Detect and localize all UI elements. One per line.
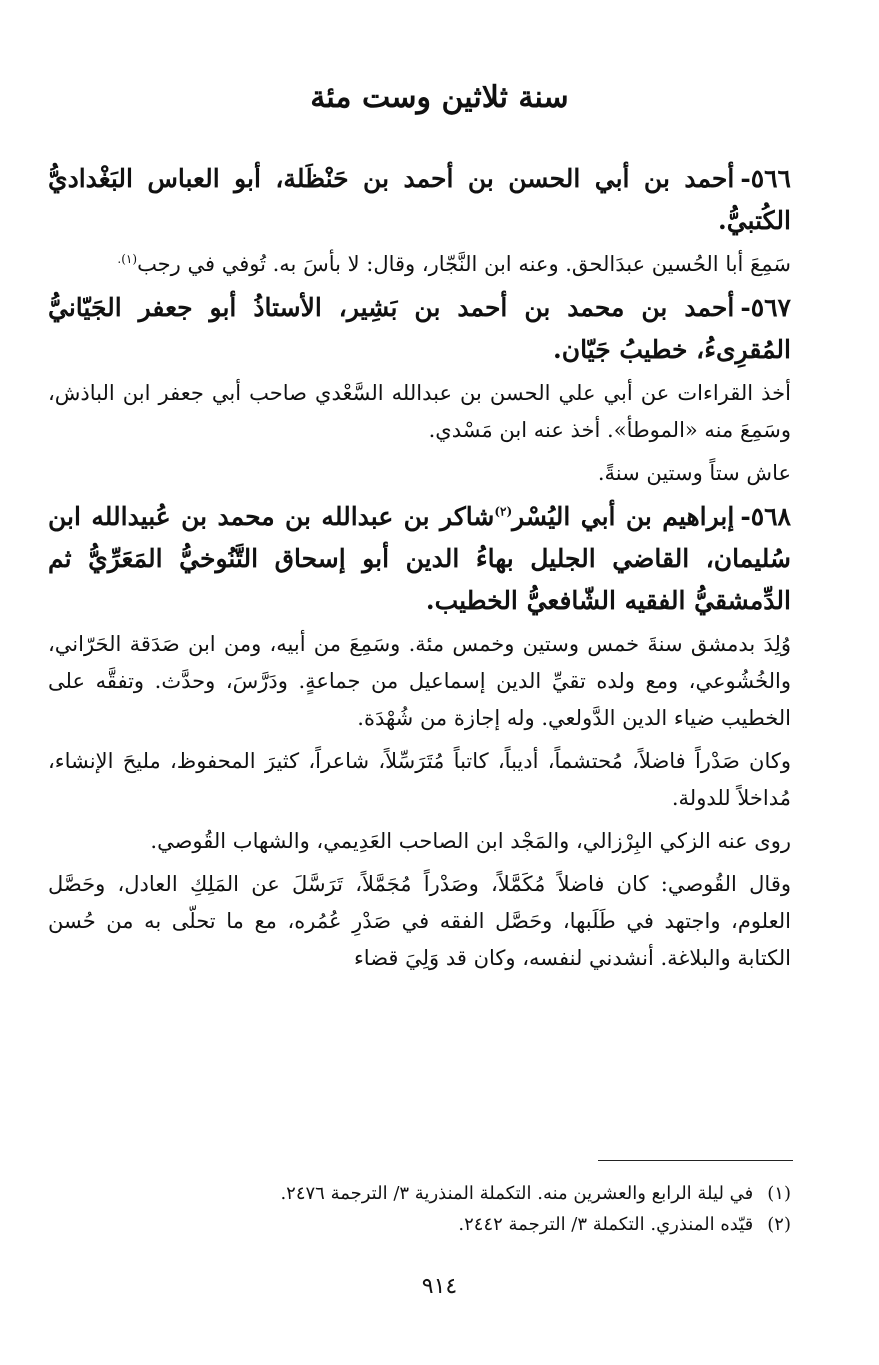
entry-number: ٥٦٧- — [740, 293, 791, 322]
footnote-mark: (١) — [767, 1183, 791, 1204]
entry-number: ٥٦٦- — [740, 164, 791, 193]
entry-paragraph: روى عنه الزكي البِرْزالي، والمَجْد ابن الصاحب العَدِيمي، والشهاب القُوصي. — [150, 829, 791, 853]
entry-paragraph: وُلِدَ بدمشق سنةَ خمس وستين وخمس مئة. وسَمِعَ من أبيه، ومن ابن صَدَقة الحَرّاني، والخُشُوعي، ومع ولده تقيِّ الدين إسماعيل من جماعةٍ. ودَرَّسَ، وحدَّث. وتفقَّه على الخطيب ضياء الدين الدَّولعي. وله إجازة من شُهْدَة. — [48, 632, 791, 730]
entry-heading-567 — [48, 287, 791, 371]
entry-heading-568 — [48, 496, 791, 622]
footnote-2 — [60, 1209, 791, 1240]
paragraph-text: سَمِعَ أبا الحُسين عبدَالحق. وعنه ابن النَّجّار، وقال: لا بأسَ به. تُوفي في رجب — [137, 252, 791, 276]
footnote-text: في ليلة الرابع والعشرين منه. التكملة المنذرية ٣/ الترجمة ٢٤٧٦. — [280, 1183, 754, 1204]
entry-heading-text: أحمد بن محمد بن أحمد بن بَشِير، الأستاذُ أبو جعفر الجَيّانيُّ المُقرِىءُ، خطيبُ جَيّان. — [48, 293, 791, 364]
footnote-ref: (٢) — [494, 504, 513, 519]
entry-paragraph: أخذ القراءات عن أبي علي الحسن بن عبدالله السَّعْدي صاحب أبي جعفر ابن الباذش، وسَمِعَ منه «الموطأ». أخذ عنه ابن مَسْدي. — [48, 381, 791, 442]
entry-heading-text: شاكر بن عبدالله بن محمد بن عُبيدالله ابن سُليمان، القاضي الجليل بهاءُ الدين أبو إسحاق التَّنُوخيُّ المَعَرِّيُّ ثم الدِّمشقيُّ الفقيه الشّافعيُّ الخطيب. — [48, 502, 791, 615]
footnote-ref: (١). — [117, 252, 138, 266]
footnotes — [60, 1178, 791, 1240]
entry-paragraph: وقال القُوصي: كان فاضلاً مُكَمَّلاً، وصَدْراً مُجَمَّلاً، تَرَسَّلَ عن المَلِكِ العادل، وحَصَّل العلوم، واجتهد في طَلَبها، وحَصَّل الفقه في صَدْرِ عُمُره، مع ما تحلّى به من حُسن الكتابة والبلاغة. أنشدني لنفسه، وكان قد وَلِيَ قضاء — [48, 872, 791, 970]
entry-heading-text: إبراهيم بن أبي اليُسْر — [512, 502, 735, 531]
entry-number: ٥٦٨- — [740, 502, 791, 531]
entry-paragraph: عاش ستاً وستين سنةً. — [597, 461, 791, 485]
entry-paragraph — [48, 246, 791, 283]
footnote-divider — [598, 1160, 793, 1161]
entry-heading-text: أحمد بن أبي الحسن بن أحمد بن حَنْظَلة، أبو العباس البَغْداديُّ الكُتبيُّ. — [48, 164, 791, 235]
page-title: سنة ثلاثين وست مئة — [310, 80, 569, 115]
footnote-text: قيّده المنذري. التكملة ٣/ الترجمة ٢٤٤٢. — [458, 1214, 754, 1235]
footnote-1 — [60, 1178, 791, 1209]
page-body — [48, 158, 791, 977]
entry-heading-566 — [48, 158, 791, 242]
page-number: ٩١٤ — [421, 1274, 458, 1299]
entry-paragraph: وكان صَدْراً فاضلاً، مُحتشماً، أديباً، كاتباً مُتَرَسِّلاً، شاعراً، كثيرَ المحفوظ، مليحَ الإنشاء، مُداخلاً للدولة. — [48, 749, 791, 810]
footnote-mark: (٢) — [767, 1214, 791, 1235]
